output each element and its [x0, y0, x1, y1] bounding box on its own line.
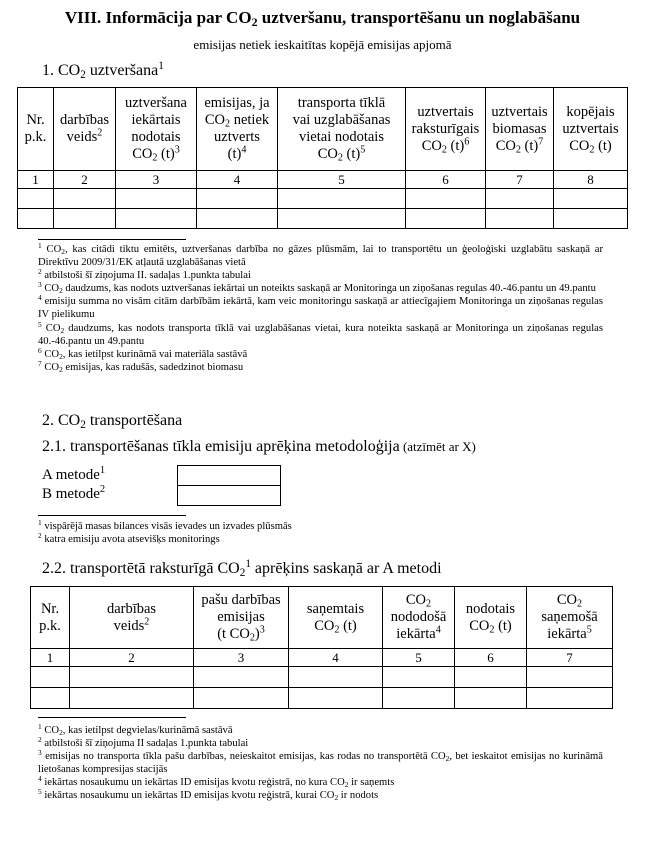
table-cell[interactable] — [54, 189, 116, 209]
header-transferred-co2: nodotais $CO_2$ (t) — [455, 587, 527, 649]
table-cell[interactable] — [278, 209, 406, 229]
column-number: 5 — [383, 649, 455, 667]
section-2-2-heading: 2.2. transportētā raksturīgā $CO_2^1$ aprēķins saskaņā ar A metodi — [42, 557, 442, 579]
footnote: $^2$ atbilstoši šī ziņojuma II sadaļas 1.punkta tabulai — [38, 735, 249, 750]
table-cell[interactable] — [455, 667, 527, 688]
footnotes-section-2-2 — [38, 721, 604, 803]
table-cell[interactable] — [278, 189, 406, 209]
method-a-label: A metode$^1$ — [42, 465, 106, 483]
table-cell[interactable] — [116, 189, 197, 209]
column-number: 5 — [278, 171, 406, 189]
footnote: $^3$ $CO_2$ daudzums, kas nodots uztveršanas iekārtai un noteikts saskaņā ar Monitoringa un ziņošanas regulas 40.-46.pantu un 49.pantu — [38, 280, 596, 296]
footnote-separator — [38, 717, 186, 718]
table-cell[interactable] — [31, 667, 70, 688]
table-header-row — [31, 587, 613, 649]
table-cell[interactable] — [18, 189, 54, 209]
header-transferred-to-capture: uztveršana iekārtais nodotais $CO_2$ $(t)^3$ — [116, 88, 197, 171]
table-cell[interactable] — [486, 189, 554, 209]
table-cell[interactable] — [406, 189, 486, 209]
table-cell[interactable] — [18, 209, 54, 229]
header-own-emissions: pašu darbības emisijas (t $CO_2)^3$ — [194, 587, 289, 649]
header-transferred-to-network: transporta tīklā vai uzglabāšanas vietai nodotais $CO_2$ $(t)^5$ — [278, 88, 406, 171]
table-cell[interactable] — [554, 189, 628, 209]
table-cell[interactable] — [54, 209, 116, 229]
section-1-heading: 1. $CO_2$ uztveršana$^1$ — [42, 59, 164, 81]
table-cell[interactable] — [70, 688, 194, 709]
table-header-row — [18, 88, 628, 171]
column-number: 7 — [486, 171, 554, 189]
table-row — [18, 209, 628, 229]
footnote: $^7$ $CO_2$ emisijas, kas radušās, sadedzinot biomasu — [38, 358, 244, 374]
table-number-row — [31, 649, 613, 667]
column-number: 6 — [406, 171, 486, 189]
footnotes-section-2-1 — [38, 517, 603, 546]
header-nr: Nr. p.k. — [18, 88, 54, 171]
footnote-separator — [38, 515, 186, 516]
footnote: $^4$ emisiju summa no visām citām darbībām iekārtā, kam veic monitoringu saskaņā ar attiecīgajiem Monitoringa un ziņošanas regulas IV pielikumu — [38, 293, 603, 321]
footnote: $^2$ atbilstoši šī ziņojuma II. sadaļas 1.punkta tabulai — [38, 267, 251, 282]
table-cell[interactable] — [194, 688, 289, 709]
footnote: $^4$ iekārtas nosaukumu un iekārtas ID emisijas kvotu reģistrā, no kura $CO_2$ ir saņemts — [38, 774, 395, 790]
table-cell[interactable] — [289, 667, 383, 688]
table-number-row — [18, 171, 628, 189]
footnote-separator — [38, 239, 186, 240]
footnote: $^5$ iekārtas nosaukumu un iekārtas ID emisijas kvotu reģistrā, kurai $CO_2$ ir nodots — [38, 787, 379, 803]
header-transferring-installation: $CO_2$ nododošā iekārta$^4$ — [383, 587, 455, 649]
table-cell[interactable] — [486, 209, 554, 229]
table-cell[interactable] — [289, 688, 383, 709]
column-number: 2 — [70, 649, 194, 667]
table-cell[interactable] — [527, 667, 613, 688]
table-row — [31, 667, 613, 688]
header-activity-type: darbības veids$^2$ — [54, 88, 116, 171]
header-captured-inherent: uztvertais raksturīgais $CO_2$ $(t)^6$ — [406, 88, 486, 171]
footnotes-section-1 — [38, 240, 603, 374]
footnote: $^1$ $CO_2$, kas ietilpst degvielas/kurināmā sastāvā — [38, 721, 233, 737]
header-activity-type: darbības veids$^2$ — [70, 587, 194, 649]
co2-transport-table — [30, 586, 613, 709]
table-cell[interactable] — [31, 688, 70, 709]
table-cell[interactable] — [197, 209, 278, 229]
header-total-captured: kopējais uztvertais $CO_2$ (t) — [554, 88, 628, 171]
footnote: $^1$ vispārējā masas bilances visās ievades un izvades plūsmās — [38, 517, 292, 532]
footnote: $^3$ emisijas no transporta tīkla pašu darbības, neieskaitot emisijas, kas rodas no transportētā $CO_2$, bet ieskaitot emisijas no kurināmā lietošanas kompresijas stacijās — [38, 748, 604, 776]
page-title: VIII. Informācija par $CO_2$ uztveršanu, transportēšanu un noglabāšanu — [64, 8, 581, 29]
column-number: 4 — [289, 649, 383, 667]
header-received-co2: saņemtais $CO_2$ (t) — [289, 587, 383, 649]
column-number: 2 — [54, 171, 116, 189]
table-cell[interactable] — [197, 189, 278, 209]
co2-capture-table — [17, 87, 628, 229]
column-number: 3 — [116, 171, 197, 189]
table-cell[interactable] — [406, 209, 486, 229]
header-emissions-not-captured: emisijas, ja $CO_2$ netiek uztverts $(t)^4$ — [197, 88, 278, 171]
method-b-label: B metode$^2$ — [42, 484, 106, 502]
column-number: 1 — [18, 171, 54, 189]
footnote: $^2$ katra emisiju avota atsevišķs monitorings — [38, 531, 220, 546]
page-subtitle: emisijas netiek ieskaitītas kopējā emisijas apjomā — [193, 37, 452, 52]
section-2-1-heading: 2.1. transportēšanas tīkla emisiju aprēķina metodoloģija (atzīmēt ar X) — [42, 438, 476, 455]
column-number: 7 — [527, 649, 613, 667]
table-cell[interactable] — [554, 209, 628, 229]
table-cell[interactable] — [383, 688, 455, 709]
table-cell[interactable] — [194, 667, 289, 688]
table-cell[interactable] — [455, 688, 527, 709]
column-number: 8 — [554, 171, 628, 189]
method-b-checkbox[interactable] — [177, 485, 281, 506]
column-number: 1 — [31, 649, 70, 667]
table-cell[interactable] — [383, 667, 455, 688]
column-number: 4 — [197, 171, 278, 189]
method-a-checkbox[interactable] — [177, 465, 281, 486]
footnote: $^6$ $CO_2$, kas ietilpst kurināmā vai materiāla sastāvā — [38, 345, 248, 361]
header-captured-biomass: uztvertais biomasas $CO_2$ $(t)^7$ — [486, 88, 554, 171]
footnote: $^1$ $CO_2$, kas citādi tiktu emitēts, uztveršanas darbība no gāzes plūsmām, lai to transportētu un ģeoloģiski uzglabātu saskaņā ar Direktīvu 2009/31/EK atļautā uzglabāšanas vietā — [38, 240, 603, 269]
table-cell[interactable] — [527, 688, 613, 709]
table-cell[interactable] — [70, 667, 194, 688]
header-receiving-installation: $CO_2$ saņemošā iekārta$^5$ — [527, 587, 613, 649]
header-nr: Nr. p.k. — [31, 587, 70, 649]
column-number: 6 — [455, 649, 527, 667]
footnote: $^5$ $CO_2$ daudzums, kas nodots transporta tīklā vai uzglabāšanas vietai, kura noteikta saskaņā ar Monitoringa un ziņošanas regulas 40.-46.pantu un 49.pantu — [38, 319, 603, 347]
column-number: 3 — [194, 649, 289, 667]
table-row — [18, 189, 628, 209]
table-row — [31, 688, 613, 709]
table-cell[interactable] — [116, 209, 197, 229]
section-2-heading: 2. $CO_2$ transportēšana — [42, 412, 183, 431]
